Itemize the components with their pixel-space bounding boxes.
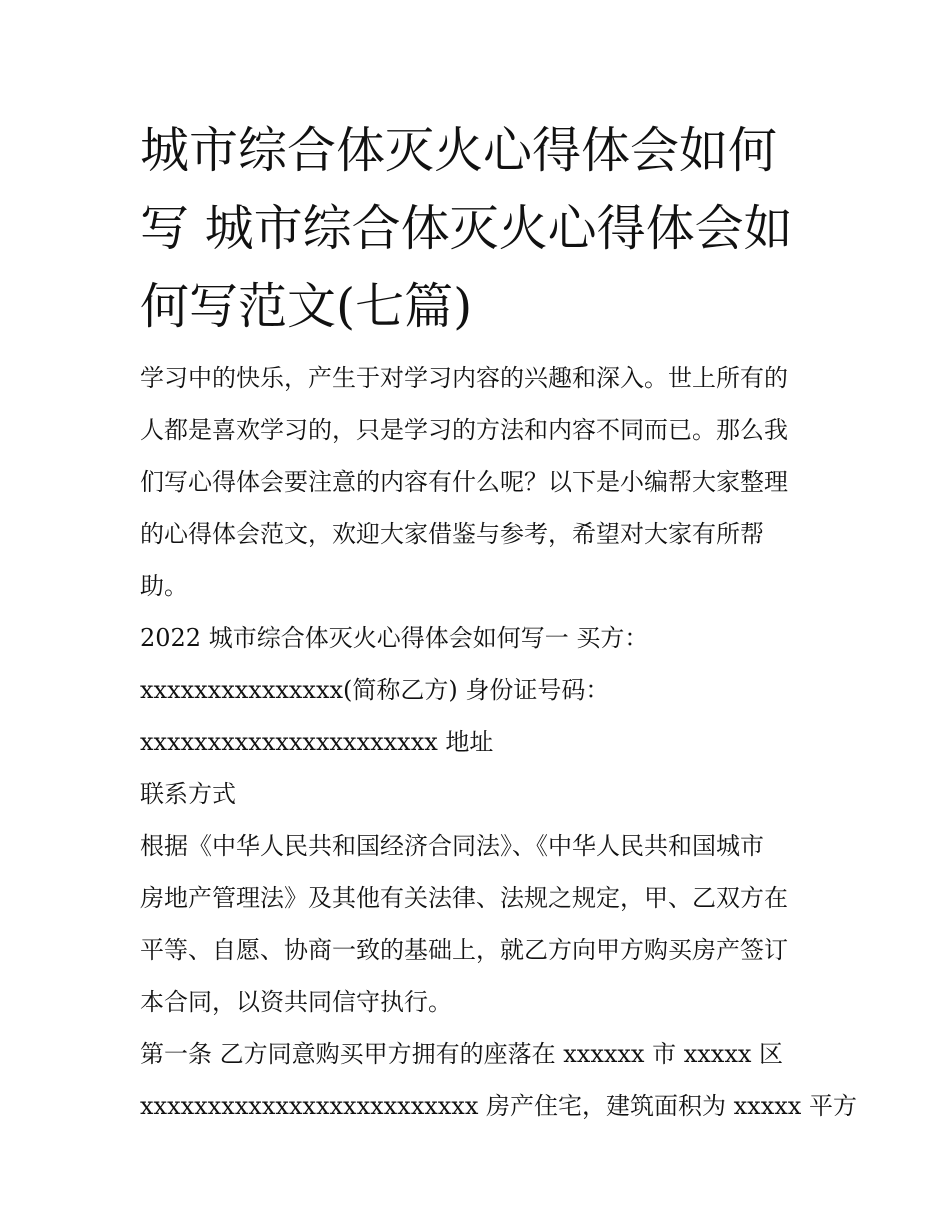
title-line: 城市综合体灭火心得体会如何 [140, 122, 778, 179]
legal-basis-line: 本合同，以资共同信守执行。 [140, 988, 452, 1016]
section-heading-line: 2022 城市综合体灭火心得体会如何写一 买方： [140, 624, 649, 652]
legal-basis-line: 房地产管理法》及其他有关法律、法规之规定，甲、乙双方在 [140, 884, 788, 912]
buyer-name-line: xxxxxxxxxxxxxxx(简称乙方) 身份证号码： [140, 676, 610, 704]
title-line: 写 城市综合体灭火心得体会如 [140, 200, 793, 257]
title-line: 何写范文(七篇) [140, 278, 473, 335]
document-body [140, 352, 857, 1132]
legal-basis-line: 根据《中华人民共和国经济合同法》、《中华人民共和国城市 [140, 832, 764, 860]
document-title [140, 112, 820, 346]
article-one-line: xxxxxxxxxxxxxxxxxxxxxxxxx 房产住宅，建筑面积为 xxxxx 平方 [140, 1092, 857, 1120]
intro-line: 们写心得体会要注意的内容有什么呢？以下是小编帮大家整理 [140, 468, 788, 496]
contact-line: 联系方式 [140, 780, 236, 808]
id-number-line: xxxxxxxxxxxxxxxxxxxxxx 地址 [140, 728, 494, 756]
intro-line: 的心得体会范文，欢迎大家借鉴与参考，希望对大家有所帮 [140, 520, 764, 548]
intro-line: 助。 [140, 572, 188, 600]
intro-line: 人都是喜欢学习的，只是学习的方法和内容不同而已。那么我 [140, 416, 788, 444]
legal-basis-line: 平等、自愿、协商一致的基础上，就乙方向甲方购买房产签订 [140, 936, 788, 964]
article-one-line: 第一条 乙方同意购买甲方拥有的座落在 xxxxxx 市 xxxxx 区 [140, 1040, 784, 1068]
intro-line: 学习中的快乐，产生于对学习内容的兴趣和深入。世上所有的 [140, 364, 788, 392]
